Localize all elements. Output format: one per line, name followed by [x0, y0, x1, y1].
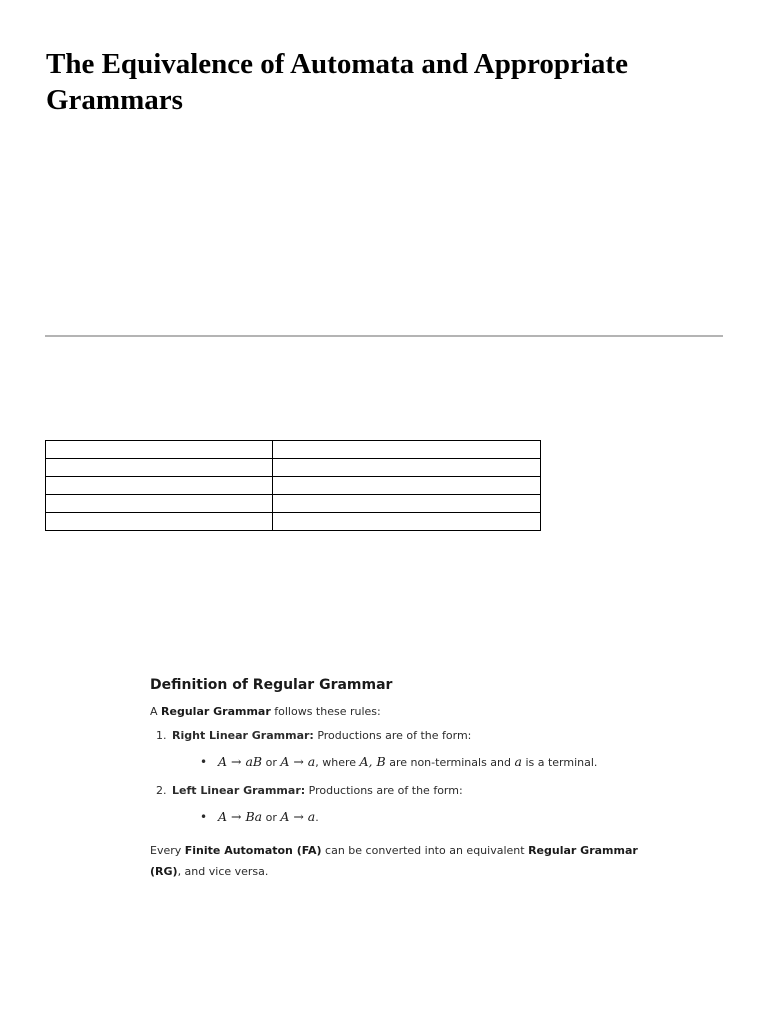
math-production: A → Ba: [218, 809, 263, 824]
intro-text-pre: A: [150, 705, 162, 718]
intro-text-post: follows these rules:: [270, 705, 381, 718]
text-segment: Every: [150, 844, 185, 857]
math-nonterminals: A, B: [359, 754, 386, 769]
text-segment: can be converted into an equivalent: [321, 844, 529, 857]
table-cell: [46, 441, 273, 459]
embedded-definition-image: [150, 674, 660, 882]
table-cell: [46, 495, 273, 513]
text-segment: are non-terminals and: [385, 756, 515, 769]
grammar-rules-list: [150, 728, 660, 828]
table-cell: [273, 495, 541, 513]
or-text: or: [262, 811, 281, 824]
document-title: The Equivalence of Automata and Appropriate Grammars: [46, 48, 628, 116]
rule-label: Right Linear Grammar:: [172, 729, 314, 742]
text-segment: .: [315, 811, 319, 824]
rule-left-linear: [150, 783, 660, 828]
intro-term: Regular Grammar: [161, 705, 271, 718]
horizontal-rule: [45, 335, 723, 337]
table-cell: [273, 459, 541, 477]
math-terminal: a: [514, 754, 522, 769]
rule-text: Productions are of the form:: [313, 729, 472, 742]
rule-forms: [172, 807, 660, 828]
table-cell: [46, 513, 273, 531]
term-fa: Finite Automaton (FA): [184, 844, 322, 857]
bullet-icon: •: [200, 755, 208, 769]
rule-form-item: [172, 807, 660, 828]
bullet-icon: •: [200, 810, 208, 824]
table-row: [46, 477, 541, 495]
table-row: [46, 513, 541, 531]
math-production: A → aB: [218, 754, 263, 769]
table-cell: [273, 441, 541, 459]
rule-number: 2.: [156, 784, 167, 797]
rule-right-linear: [150, 728, 660, 773]
text-segment: is a terminal.: [521, 756, 598, 769]
term-rg: Regular Grammar (RG): [150, 844, 638, 878]
table-row: [46, 459, 541, 477]
empty-table: [45, 440, 541, 531]
closing-paragraph: [150, 840, 660, 882]
definition-heading: Definition of Regular Grammar: [150, 677, 393, 693]
rule-label: Left Linear Grammar:: [172, 784, 306, 797]
table-cell: [46, 459, 273, 477]
table-cell: [46, 477, 273, 495]
rule-text: Productions are of the form:: [305, 784, 463, 797]
table-row: [46, 495, 541, 513]
table-row: [46, 441, 541, 459]
table-cell: [273, 477, 541, 495]
text-segment: , where: [315, 756, 360, 769]
math-production: A → a: [280, 754, 316, 769]
table-cell: [273, 513, 541, 531]
intro-paragraph: [150, 704, 660, 720]
or-text: or: [262, 756, 281, 769]
rule-forms: [172, 752, 660, 773]
text-segment: , and vice versa.: [177, 865, 269, 878]
rule-number: 1.: [156, 729, 167, 742]
rule-form-item: [172, 752, 660, 773]
math-production: A → a: [280, 809, 316, 824]
